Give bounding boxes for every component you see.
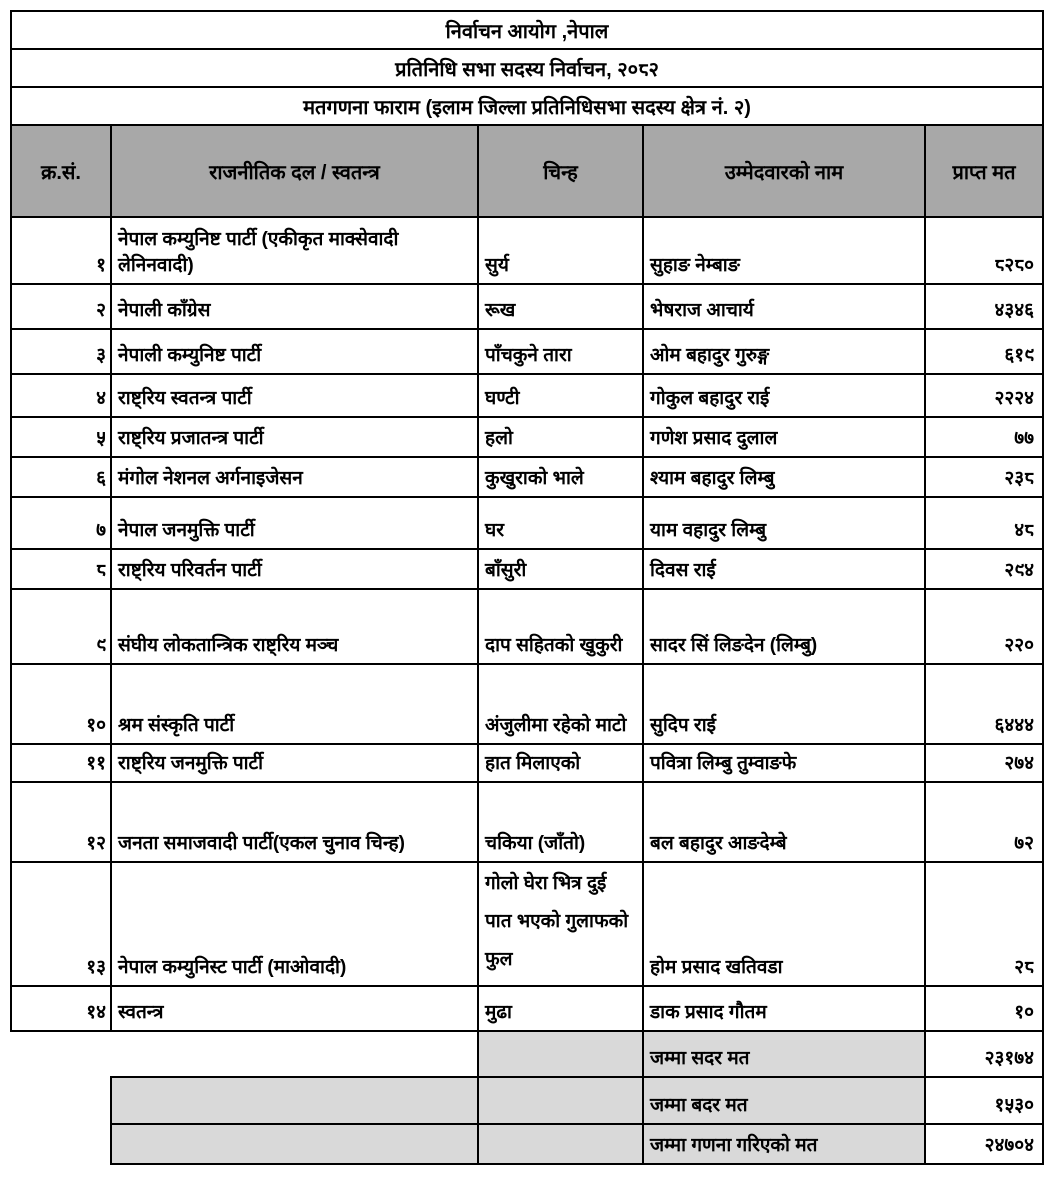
votes-cell: ७२ xyxy=(925,782,1043,862)
party-cell: राष्ट्रिय स्वतन्त्र पार्टी xyxy=(111,374,478,417)
votes-cell: १० xyxy=(925,986,1043,1031)
table-row xyxy=(11,782,1043,862)
header-row xyxy=(11,125,1043,217)
votes-cell: २२० xyxy=(925,589,1043,664)
candidate-cell: गोकुल बहादुर राई xyxy=(643,374,925,417)
table-row xyxy=(11,457,1043,497)
votes-cell: २३८ xyxy=(925,457,1043,497)
candidate-cell: डाक प्रसाद गौतम xyxy=(643,986,925,1031)
votes-cell: २७४ xyxy=(925,744,1043,782)
symbol-cell: हलो xyxy=(478,417,643,457)
totals-spacer xyxy=(11,1031,478,1077)
total-valid-label: जम्मा सदर मत xyxy=(643,1031,925,1077)
symbol-cell: बाँसुरी xyxy=(478,549,643,589)
votes-cell: ६१९ xyxy=(925,329,1043,374)
col-header-party: राजनीतिक दल / स्वतन्त्र xyxy=(111,125,478,217)
candidate-cell: भेषराज आचार्य xyxy=(643,284,925,329)
candidate-cell: पवित्रा लिम्बु तुम्वाङफे xyxy=(643,744,925,782)
candidate-cell: सुहाङ नेम्बाङ xyxy=(643,217,925,284)
total-row-invalid xyxy=(11,1077,1043,1124)
symbol-cell: पाँचकुने तारा xyxy=(478,329,643,374)
totals-empty-cell xyxy=(111,1077,478,1124)
candidate-cell: ओम बहादुर गुरुङ्ग xyxy=(643,329,925,374)
totals-empty-cell xyxy=(111,1124,478,1164)
party-cell: नेपाल जनमुक्ति पार्टी xyxy=(111,497,478,549)
candidate-cell: होम प्रसाद खतिवडा xyxy=(643,862,925,986)
symbol-cell: अंजुलीमा रहेको माटो xyxy=(478,664,643,744)
table-row xyxy=(11,589,1043,664)
title-row-org xyxy=(11,11,1043,49)
candidate-cell: सादर सिं लिङदेन (लिम्बु) xyxy=(643,589,925,664)
total-valid-value: २३१७४ xyxy=(925,1031,1043,1077)
sn-cell: ९ xyxy=(11,589,111,664)
table-row xyxy=(11,329,1043,374)
party-cell: नेपाल कम्युनिष्ट पार्टी (एकीकृत माक्सेवादी लेनिनवादी) xyxy=(111,217,478,284)
table-row xyxy=(11,862,1043,986)
symbol-cell: दाप सहितको खुकुरी xyxy=(478,589,643,664)
party-cell: राष्ट्रिय परिवर्तन पार्टी xyxy=(111,549,478,589)
total-counted-value: २४७०४ xyxy=(925,1124,1043,1164)
candidate-cell: सुदिप राई xyxy=(643,664,925,744)
symbol-cell: सुर्य xyxy=(478,217,643,284)
totals-spacer xyxy=(11,1077,111,1124)
sn-cell: ६ xyxy=(11,457,111,497)
total-row-valid xyxy=(11,1031,1043,1077)
party-cell: श्रम संस्कृति पार्टी xyxy=(111,664,478,744)
candidate-cell: श्याम बहादुर लिम्बु xyxy=(643,457,925,497)
sn-cell: ४ xyxy=(11,374,111,417)
party-cell: राष्ट्रिय प्रजातन्त्र पार्टी xyxy=(111,417,478,457)
party-cell: राष्ट्रिय जनमुक्ति पार्टी xyxy=(111,744,478,782)
votes-cell: ४८ xyxy=(925,497,1043,549)
symbol-cell: कुखुराको भाले xyxy=(478,457,643,497)
party-cell: जनता समाजवादी पार्टी(एकल चुनाव चिन्ह) xyxy=(111,782,478,862)
sn-cell: १३ xyxy=(11,862,111,986)
totals-spacer xyxy=(11,1124,111,1164)
col-header-sn: क्र.सं. xyxy=(11,125,111,217)
candidate-cell: याम वहादुर लिम्बु xyxy=(643,497,925,549)
table-row xyxy=(11,986,1043,1031)
symbol-cell: मुढा xyxy=(478,986,643,1031)
form-title: मतगणना फाराम (इलाम जिल्ला प्रतिनिधिसभा सदस्य क्षेत्र नं. २) xyxy=(11,87,1043,125)
sn-cell: १ xyxy=(11,217,111,284)
votes-cell: २२२४ xyxy=(925,374,1043,417)
org-title: निर्वाचन आयोग ,नेपाल xyxy=(11,11,1043,49)
votes-cell: २८ xyxy=(925,862,1043,986)
symbol-cell: घर xyxy=(478,497,643,549)
sn-cell: ३ xyxy=(11,329,111,374)
title-row-election xyxy=(11,49,1043,87)
party-cell: संघीय लोकतान्त्रिक राष्ट्रिय मञ्च xyxy=(111,589,478,664)
candidate-cell: दिवस राई xyxy=(643,549,925,589)
votes-cell: ८२८० xyxy=(925,217,1043,284)
votes-cell: ७७ xyxy=(925,417,1043,457)
sn-cell: ११ xyxy=(11,744,111,782)
votes-cell: २९४ xyxy=(925,549,1043,589)
table-row xyxy=(11,549,1043,589)
votes-cell: ६४४४ xyxy=(925,664,1043,744)
party-cell: स्वतन्त्र xyxy=(111,986,478,1031)
symbol-cell: चकिया (जाँतो) xyxy=(478,782,643,862)
col-header-candidate: उम्मेदवारको नाम xyxy=(643,125,925,217)
table-row xyxy=(11,374,1043,417)
party-cell: नेपाल कम्युनिस्ट पार्टी (माओवादी) xyxy=(111,862,478,986)
party-cell: नेपाली काँग्रेस xyxy=(111,284,478,329)
candidate-cell: गणेश प्रसाद दुलाल xyxy=(643,417,925,457)
totals-empty-cell xyxy=(478,1124,643,1164)
sn-cell: ५ xyxy=(11,417,111,457)
table-row xyxy=(11,664,1043,744)
sn-cell: २ xyxy=(11,284,111,329)
table-row xyxy=(11,217,1043,284)
sn-cell: ७ xyxy=(11,497,111,549)
symbol-cell: हात मिलाएको xyxy=(478,744,643,782)
sn-cell: १२ xyxy=(11,782,111,862)
vote-count-table xyxy=(10,10,1044,1165)
symbol-cell: घण्टी xyxy=(478,374,643,417)
sn-cell: १४ xyxy=(11,986,111,1031)
party-cell: नेपाली कम्युनिष्ट पार्टी xyxy=(111,329,478,374)
total-counted-label: जम्मा गणना गरिएको मत xyxy=(643,1124,925,1164)
election-title: प्रतिनिधि सभा सदस्य निर्वाचन, २०८२ xyxy=(11,49,1043,87)
table-row xyxy=(11,744,1043,782)
title-row-form xyxy=(11,87,1043,125)
party-cell: मंगोल नेशनल अर्गनाइजेसन xyxy=(111,457,478,497)
total-invalid-label: जम्मा बदर मत xyxy=(643,1077,925,1124)
total-invalid-value: १५३० xyxy=(925,1077,1043,1124)
col-header-votes: प्राप्त मत xyxy=(925,125,1043,217)
totals-empty-cell xyxy=(478,1077,643,1124)
totals-empty-cell xyxy=(478,1031,643,1077)
table-row xyxy=(11,284,1043,329)
table-row xyxy=(11,417,1043,457)
table-row xyxy=(11,497,1043,549)
col-header-symbol: चिन्ह xyxy=(478,125,643,217)
total-row-counted xyxy=(11,1124,1043,1164)
sn-cell: १० xyxy=(11,664,111,744)
votes-cell: ४३४६ xyxy=(925,284,1043,329)
candidate-cell: बल बहादुर आङदेम्बे xyxy=(643,782,925,862)
symbol-cell: रूख xyxy=(478,284,643,329)
symbol-cell: गोलो घेरा भित्र दुई पात भएको गुलाफको फुल xyxy=(478,862,643,986)
sn-cell: ८ xyxy=(11,549,111,589)
